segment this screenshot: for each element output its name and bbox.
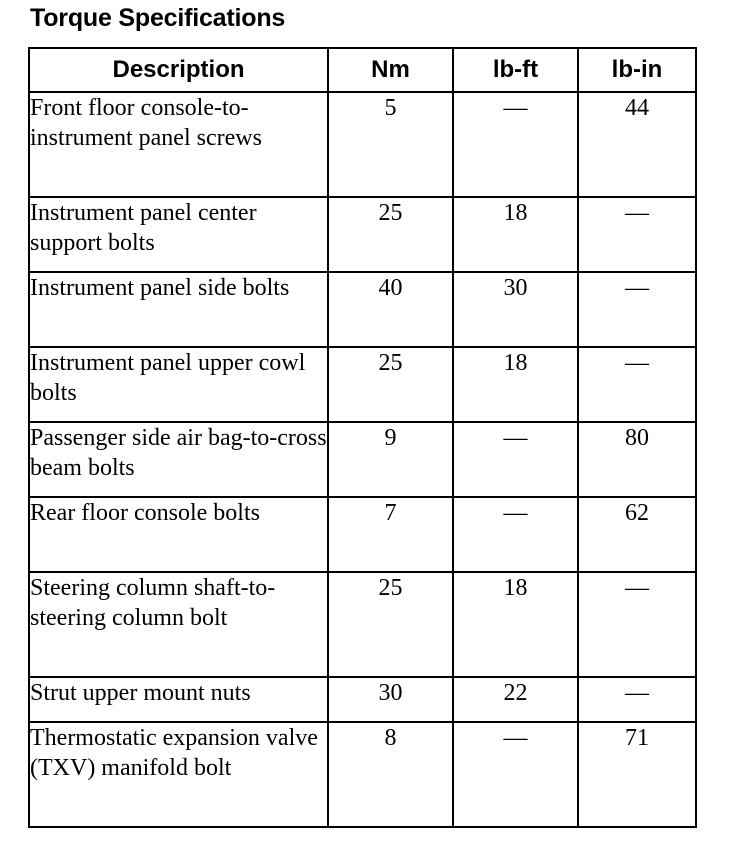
nm-cell: 40 [328,272,453,347]
nm-cell: 5 [328,92,453,197]
table-row [29,497,696,572]
lbin-cell: 71 [578,722,696,827]
lbft-cell: — [453,422,578,497]
lbft-cell: 22 [453,677,578,722]
lbin-cell: 80 [578,422,696,497]
nm-cell: 30 [328,677,453,722]
column-header-lbin: lb-in [578,48,696,92]
table-row [29,722,696,827]
lbin-cell: — [578,272,696,347]
lbin-cell: 62 [578,497,696,572]
column-header-lbft: lb-ft [453,48,578,92]
table-row [29,677,696,722]
lbin-cell: 44 [578,92,696,197]
description-cell: Rear floor console bolts [29,497,328,572]
description-cell: Strut upper mount nuts [29,677,328,722]
table-row [29,92,696,197]
torque-specifications-table [28,47,697,828]
description-cell: Steering column shaft-to-steering column bolt [29,572,328,677]
table-header-row [29,48,696,92]
nm-cell: 25 [328,572,453,677]
table-row [29,572,696,677]
table-row [29,347,696,422]
lbft-cell: 18 [453,347,578,422]
lbft-cell: — [453,497,578,572]
nm-cell: 9 [328,422,453,497]
description-cell: Thermostatic expansion valve (TXV) manifold bolt [29,722,328,827]
description-cell: Passenger side air bag-to-cross beam bolts [29,422,328,497]
nm-cell: 8 [328,722,453,827]
page-title: Torque Specifications [30,4,286,32]
table-row [29,197,696,272]
column-header-nm: Nm [328,48,453,92]
lbft-cell: 30 [453,272,578,347]
description-cell: Instrument panel upper cowl bolts [29,347,328,422]
nm-cell: 7 [328,497,453,572]
table-row [29,272,696,347]
lbft-cell: 18 [453,572,578,677]
column-header-description: Description [29,48,328,92]
nm-cell: 25 [328,197,453,272]
lbin-cell: — [578,677,696,722]
table-row [29,422,696,497]
description-cell: Instrument panel side bolts [29,272,328,347]
lbin-cell: — [578,347,696,422]
description-cell: Front floor console-to-instrument panel screws [29,92,328,197]
lbft-cell: — [453,92,578,197]
description-cell: Instrument panel center support bolts [29,197,328,272]
lbin-cell: — [578,197,696,272]
nm-cell: 25 [328,347,453,422]
lbft-cell: 18 [453,197,578,272]
lbft-cell: — [453,722,578,827]
lbin-cell: — [578,572,696,677]
